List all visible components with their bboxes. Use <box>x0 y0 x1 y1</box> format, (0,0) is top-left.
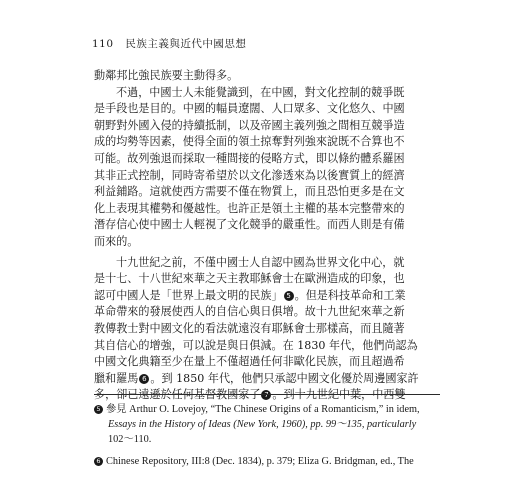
footnote-5 <box>94 402 440 417</box>
footnote-6 <box>94 454 440 469</box>
text-line <box>94 371 442 388</box>
text-span: 認可中國人是「世界上最文明的民族」 <box>94 288 283 302</box>
text-line: 十九世紀之前，不僅中國士人自認中國為世界文化中心，就 <box>116 255 405 269</box>
text-span: 。但是科技革命和工業 <box>294 288 406 302</box>
text-line: 而來的。 <box>94 234 139 248</box>
text-line <box>94 288 442 305</box>
footnotes <box>94 402 440 469</box>
footnote-number: 6 <box>94 457 103 466</box>
body-text <box>94 68 442 404</box>
running-head-title: 民族主義與近代中國思想 <box>125 38 247 50</box>
footnote-marker[interactable]: 5 <box>284 291 294 301</box>
footnote-5-line2 <box>94 417 440 432</box>
footnote-text: 參見 Arthur O. Lovejoy, “The Chinese Origins of a Romanticism,” in idem, <box>106 404 420 415</box>
text-line: 革命帶來的發展使西人的自信心與日俱增。故十九世紀來華之新 <box>94 305 405 319</box>
text-line: 中國文化典籍至少在量上不僅超過任何非歐化民族，而且超過希 <box>94 355 405 369</box>
text-span: 臘和羅馬 <box>94 371 139 385</box>
text-line: 是十七、十八世紀來華之天主教耶穌會士在歐洲造成的印象，也 <box>94 272 405 286</box>
text-span: 。到十九世紀中葉，中西雙 <box>272 388 406 402</box>
text-span: 。到 1850 年代，他們只承認中國文化優於周邊國家許 <box>150 371 419 385</box>
text-line: 朝野對外國入侵的持續抵制，以及帝國主義列強之間相互競爭造 <box>94 118 405 132</box>
text-line: 潛存信心使中國士人輕視了文化競爭的嚴重性。而西人則是有備 <box>94 218 405 232</box>
text-line: 教傳教士對中國文化的看法就遠沒有耶穌會士那樣高，而且隨著 <box>94 321 405 335</box>
text-line: 化上表現其權勢和優越性。也許正是領土主權的基本完整帶來的 <box>94 201 405 215</box>
page-number: 110 <box>92 38 114 50</box>
text-line: 不過，中國士人未能覺識到，在中國，對文化控制的競爭既 <box>116 85 405 99</box>
text-line: 其非正式控制，同時寄希望於以文化滲透來為以後實質上的經濟 <box>94 168 405 182</box>
footnote-rule <box>94 394 440 395</box>
text-line: 可能。故列強退而採取一種間接的侵略方式，即以條約體系羅困 <box>94 151 405 165</box>
text-line: 其自信心的增強，可以說是與日俱減。在 1830 年代，他們尚認為 <box>94 338 418 352</box>
footnote-number: 5 <box>94 405 103 414</box>
text-line: 動鄰邦比強民族要主動得多。 <box>94 69 239 82</box>
text-line: 成的均勢等因素，使得全面的領土掠奪對列強來說既不合算也不 <box>94 135 405 149</box>
footnote-5-line3: 102～110. <box>108 434 152 446</box>
footnote-text: Chinese Repository, III:8 (Dec. 1834), p. 379; Eliza G. Bridgman, ed., The <box>106 455 414 467</box>
text-line: 是手段也是目的。中國的幅員遼闊、人口眾多、文化悠久、中國 <box>94 102 405 116</box>
running-head <box>92 36 246 51</box>
text-span: 多，卻已遠遜於任何基督教國家了 <box>94 388 261 402</box>
text-line: 利益鋪路。這就使西方需要不僅在物質上，而且恐怕更多是在文 <box>94 185 405 199</box>
footnote-text: Essays in the History of Ideas (New York, 1960), pp. 99～135, particularly <box>108 419 417 431</box>
footnote-marker[interactable]: 6 <box>139 374 149 384</box>
footnote-marker[interactable]: 7 <box>261 390 271 400</box>
